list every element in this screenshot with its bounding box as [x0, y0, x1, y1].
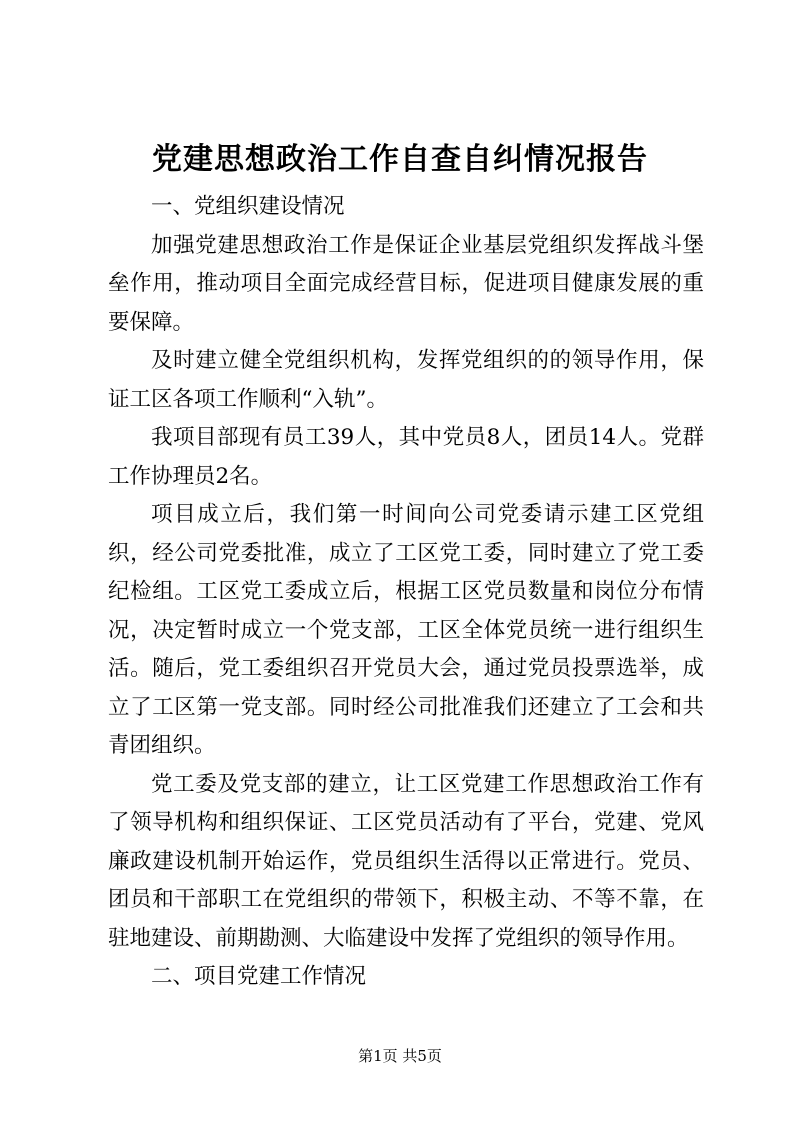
paragraph: 加强党建思想政治工作是保证企业基层党组织发挥战斗堡垒作用，推动项目全面完成经营目标，促进项目健康发展的重要保障。: [108, 232, 704, 335]
document-body: [108, 188, 704, 997]
section-heading-2: 二、项目党建工作情况: [151, 964, 367, 989]
section-heading-1: 一、党组织建设情况: [151, 194, 345, 219]
paragraph: 党工委及党支部的建立，让工区党建工作思想政治工作有了领导机构和组织保证、工区党员活动有了平台，党建、党风廉政建设机制开始运作，党员组织生活得以正常进行。党员、团员和干部职工在党组织的带领下，积极主动、不等不靠，在驻地建设、前期勘测、大临建设中发挥了党组织的领导作用。: [108, 771, 704, 951]
page-number-footer: 第1页 共5页: [358, 1047, 442, 1065]
document-title: 党建思想政治工作自查自纠情况报告: [152, 142, 648, 177]
paragraph: 项目成立后，我们第一时间向公司党委请示建工区党组织，经公司党委批准，成立了工区党工委，同时建立了党工委纪检组。工区党工委成立后，根据工区党员数量和岗位分布情况，决定暂时成立一个党支部，工区全体党员统一进行组织生活。随后，党工委组织召开党员大会，通过党员投票选举，成立了工区第一党支部。同时经公司批准我们还建立了工会和共青团组织。: [108, 502, 704, 758]
paragraph: 我项目部现有员工39人，其中党员8人，团员14人。党群工作协理员2名。: [108, 425, 704, 489]
paragraph: 及时建立健全党组织机构，发挥党组织的的领导作用，保证工区各项工作顺利“入轨”。: [108, 348, 704, 412]
